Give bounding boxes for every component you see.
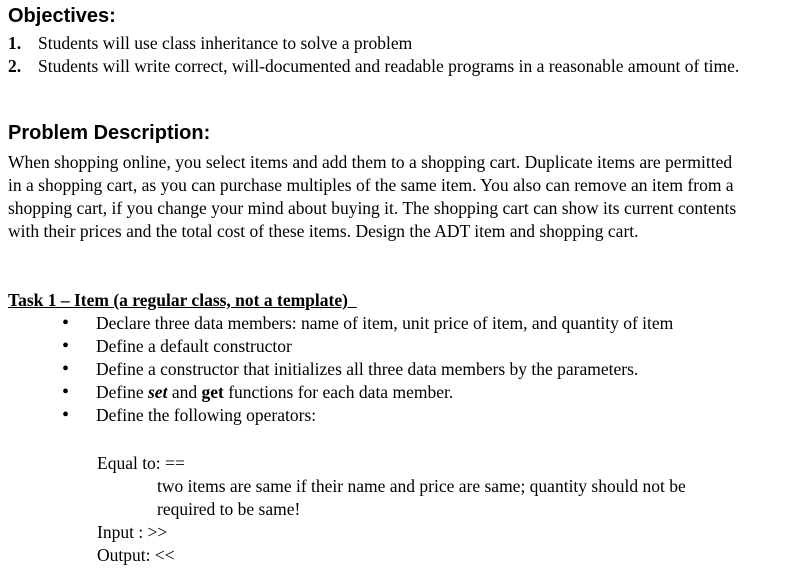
task-1-bullet-list (62, 312, 752, 427)
list-item (62, 358, 752, 381)
list-item (62, 312, 752, 335)
bullet-icon: • (62, 358, 70, 380)
bullet-icon: • (62, 381, 70, 403)
setget-middle: and (167, 382, 202, 402)
list-item-text: Define a constructor that initializes all three data members by the parameters. (96, 359, 639, 379)
problem-description-heading: Problem Description: (8, 122, 211, 144)
setget-suffix: functions for each data member. (223, 382, 454, 402)
list-item (62, 404, 752, 427)
get-keyword: get (201, 382, 224, 402)
list-item-text: Declare three data members: name of item, unit price of item, and quantity of item (96, 313, 674, 333)
setget-prefix: Define (96, 382, 148, 402)
list-item (8, 55, 768, 78)
list-item-text (96, 381, 752, 404)
output-operator-label: Output: << (97, 545, 175, 565)
list-item-number: 1. (8, 33, 22, 53)
objectives-list (8, 32, 768, 78)
objectives-heading: Objectives: (8, 5, 116, 27)
list-item (8, 32, 768, 55)
input-operator-label: Input : >> (97, 522, 168, 542)
list-item-text: Students will write correct, will-documented and readable programs in a reasonable amount of time. (38, 56, 740, 76)
list-item-text: Define a default constructor (96, 336, 292, 356)
list-item (62, 381, 752, 404)
equal-operator-note: two items are same if their name and price are same; quantity should not be required to be same! (157, 476, 686, 519)
set-keyword: set (148, 382, 168, 402)
task-1-title: Task 1 – Item (a regular class, not a template) (8, 290, 357, 310)
bullet-icon: • (62, 312, 70, 334)
problem-description-text: When shopping online, you select items and add them to a shopping cart. Duplicate items are permitted in a shopping cart, as you can purchase multiples of the same item. You also can remove an item from a shopping cart, if you change your mind about buying it. The shopping cart can show its current contents with their prices and the total cost of these items. Design the ADT item and shopping cart. (8, 152, 737, 241)
bullet-icon: • (62, 335, 70, 357)
list-item-text: Define the following operators: (96, 405, 317, 425)
list-item (62, 335, 752, 358)
equal-operator-label: Equal to: == (97, 453, 185, 473)
list-item-number: 2. (8, 56, 22, 76)
list-item-text: Students will use class inheritance to solve a problem (38, 33, 413, 53)
bullet-icon: • (62, 404, 70, 426)
